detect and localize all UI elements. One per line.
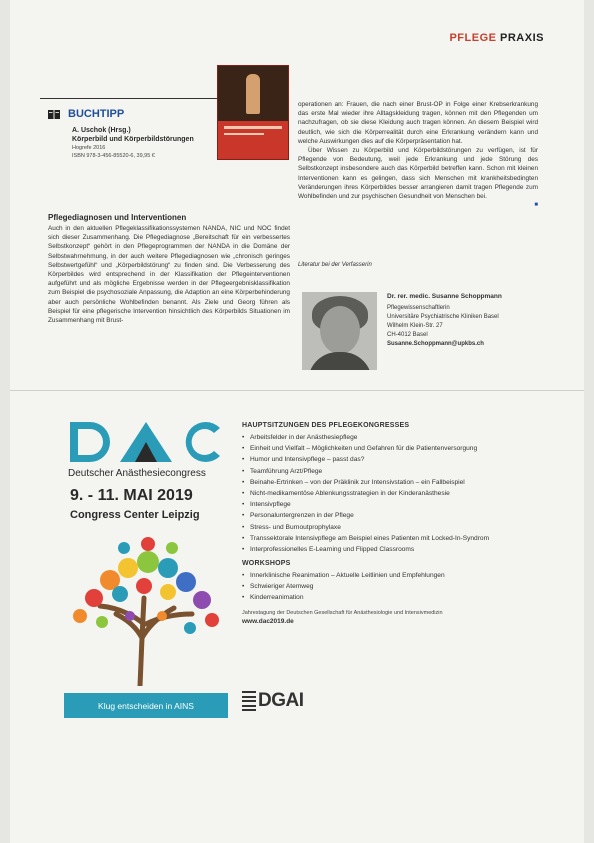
congress-program [242,422,542,625]
page-header [449,32,544,44]
sessions-heading: HAUPTSITZUNGEN DES PFLEGEKONGRESSES [242,422,410,429]
list-item: • Stress- und Burnoutprophylaxe [242,524,542,532]
workshops-list [242,572,542,602]
dac-date: 9. - 11. MAI 2019 [70,487,193,504]
author-street: Wilhelm Klein-Str. 27 [387,323,443,329]
book-cover-image [217,65,289,160]
book-cover-band [224,133,264,135]
dac-logo [66,418,226,466]
portrait-face [320,306,360,354]
header-main: PRAXIS [500,32,544,44]
book-cover-band [224,126,282,129]
dac-venue: Congress Center Leipzig [70,509,200,521]
congress-url-link[interactable]: www.dac2019.de [242,618,294,626]
article-text-left: Auch in den aktuellen Pflegeklassifikationssystemen NANDA, NIC und NOC findet sich dieser Zusammenhang. Die Pflegediagnose „Bereitschaft für ein verbessertes Selbstkonzept“ gehört in den Pflegeprogrammen der NANDA in die Domäne der Selbstwahrnehmung, in der auch weitere Pflegediagnosen wie „chronisch geringes Selbstwertgefühl“ und „Körperbildstörung“ zu finden sind. Die Verbesserung des Körperbildes wird entsprechend in der Klassifikation der Pflegeinterventionen aufgeführt und als mögliche Ergebnisse werden in der Pflegeergebnisklassifikation zum Beispiel die psychosoziale Anpassung, die Adaption an eine Körperbehinderung aber auch persönliche Wohlbefinden benannt. Als Ziele und Georg führen als Beispiel für eine pflegerische Intervention hinsichtlich des Körperbilds Situationen im Zusammenhang mit Brust- [48,225,290,325]
book-isbn: ISBN 978-3-456-85520-6, 39,95 € [72,153,155,159]
list-item: • Arbeitsfelder in der Anästhesiepflege [242,434,542,442]
list-item: • Interprofessionelles E-Learning und Flipped Classrooms [242,546,542,554]
author-portrait [302,292,377,370]
author-role: Pflegewissenschaftlerin [387,305,450,311]
list-item: • Beinahe-Ertrinken – von der Präklinik zur Intensivstation – ein Fallbeispiel [242,479,542,487]
paragraph: operationen an: Frauen, die nach einer Brust-OP in Folge einer Krebserkrankung das erste Mal wieder ihre Alltagskleidung tragen, können mit den Pflegenden um nachzufragen, ob sie diese Kleidung auch tragen können. An diesem Beispiel wird deutlich, wie sich die Körperrealität durch eine Erkrankung verändern kann und welche Auswirkungen dies auf die Körperpräsentation hat. [298,101,538,145]
portrait-body [308,352,372,370]
dgai-bars-icon [242,691,256,711]
dac-slogan-button[interactable]: Klug entscheiden in AINS [64,693,228,718]
list-item: • Transsektorale Intensivpflege am Beispiel eines Patienten mit Locked-In-Syndrom [242,535,542,543]
list-item: • Schwieriger Atemweg [242,583,542,591]
booktip-tag [48,108,194,120]
header-accent: PFLEGE [449,32,497,44]
booktip-box [48,108,194,159]
author-contact [387,292,502,349]
book-icon [48,110,60,119]
tree-illustration [64,528,228,686]
list-item: • Intensivpflege [242,501,542,509]
list-item: • Personaluntergrenzen in der Pflege [242,512,542,520]
list-item: • Nicht-medikamentöse Ablenkungsstrategien in der Kinderanästhesie [242,490,542,498]
list-item: • Humor und Intensivpflege – passt das? [242,456,542,464]
author-name: Dr. rer. medic. Susanne Schoppmann [387,293,502,300]
dac-subtitle: Deutscher Anästhesiecongress [68,468,206,479]
author-org: Universitäre Psychiatrische Kliniken Basel [387,314,499,320]
literature-note: Literatur bei der Verfasserin [298,262,372,268]
author-email-link[interactable]: Susanne.Schoppmann@upkbs.ch [387,341,484,347]
end-mark-icon: ■ [534,202,538,209]
author-city: CH-4012 Basel [387,332,428,338]
list-item: • Teamführung Arzt/Pflege [242,468,542,476]
list-item: • Kinderreanimation [242,594,542,602]
list-item: • Innerklinische Reanimation – Aktuelle Leitlinien und Empfehlungen [242,572,542,580]
section-heading: Pflegediagnosen und Interventionen [48,213,187,222]
dgai-logo [242,688,338,714]
organizer-note: Jahrestagung der Deutschen Gesellschaft für Anästhesiologie und Intensivmedizin [242,610,443,617]
book-cover-figure [246,74,260,114]
dgai-logo-text: DGAI [258,690,304,711]
book-title: Körperbild und Körperbildstörungen [72,136,194,143]
booktip-label: BUCHTIPP [68,108,125,120]
book-author: A. Uschok (Hrsg.) [72,127,131,134]
page-fold [10,390,584,391]
list-item: • Einheit und Vielfalt – Möglichkeiten und Gefahren für die Patientenversorgung [242,445,542,453]
paragraph: Über Wissen zu Körperbild und Körperbildstörungen zu verfügen, ist für Pflegende von Bedeutung, weil jede Erkrankung und jede Störung des Selbstkonzept insbesondere auch das Körperbild betreffen kann. Schon mit kleinen Interventionen kann es gelingen, dass sich Menschen mit krankheitsbedingten Veränderungen ihres Körperbildes besser arrangieren damit tragen Pflegende zum Wohlbefinden und zur psychischen Gesundheit von Menschen bei. [298,147,538,201]
workshops-heading: WORKSHOPS [242,559,291,567]
book-publisher: Hogrefe 2016 [72,145,106,151]
article-text-right [298,100,538,210]
sessions-list [242,434,542,554]
